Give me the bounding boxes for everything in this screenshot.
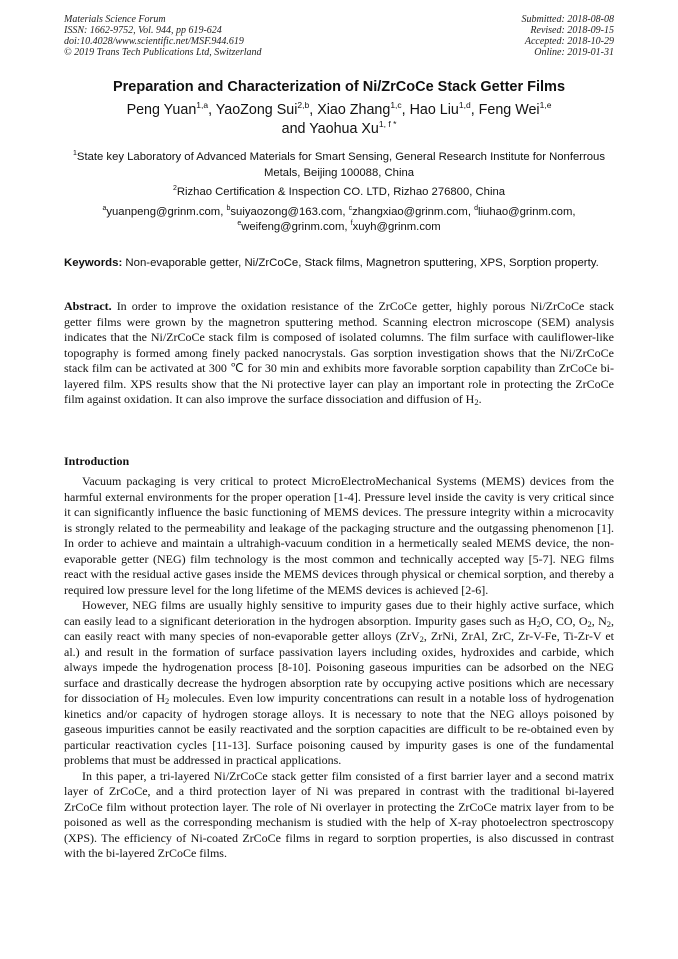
email-link[interactable]: $^d$liuhao@grinm.com — [474, 205, 573, 218]
paragraph: Vacuum packaging is very critical to protect MicroElectroMechanical Systems (MEMS) devices from the harmful external environments for the proper operation [1-4]. Pressure level inside the cavity is very critical since it can significantly influence the basic functioning of MEMS devices. The pressure integrity within a microcavity is strongly related to the permeability and leakage of the packaging structure and the outgassing phenomenon [1]. In order to achieve and maintain a ultrahigh-vacuum condition in a hermetically sealed MEMS device, the non-evaporable getter (NEG) film technology is the most common and technically accepted way [5-7]. NEG films react with the residual active gases inside the MEMS devices through physical or chemical sorption, and thereby a required low pressure level for the long lifetime of the MEMS devices is achieved [2-6]. — [64, 474, 614, 597]
paragraph: However, NEG films are usually highly sensitive to impurity gases due to their highly active surface, which can easily lead to a significant deterioration in the hydrogen absorption. Impurity gases such as $H_2O$, CO, $O_2$, $N_2$, can easily react with many species of non-evaporable getter alloys (ZrV$_2$, ZrNi, ZrAl, ZrC, Zr-V-Fe, Ti-Zr-V et al.) and result in the formation of surface passivation layers including oxides, hydroxides and carbide, which always impede the hydrogenation process [8-10]. Poisoning gaseous impurities can be adsorbed on the NEG surface and drastically decrease the hydrogen absorption rate by occupying active positions which are necessary for dissociation of $H_2$ molecules. Even low impurity concentrations can result in a notable loss of hydrogenation kinetics and/or capacity of hydrogen storage alloys. It is necessary to note that the NEG alloys poisoned by gaseous impurities cannot be easily reactivated and the sorption capacities are difficult to be re-obtained even by particular reactivation cycles [11-13]. Surface poisoning caused by impurity gases is one of the fundamental problems that must be addressed in practical applications. — [64, 598, 615, 767]
introduction-heading: Introduction — [64, 454, 130, 468]
author: Peng Yuan$^{1,a}$, — [126, 100, 216, 118]
keywords — [64, 255, 614, 271]
paragraph: In this paper, a tri-layered Ni/ZrCoCe stack getter film consisted of a first barrier layer and a second matrix layer of ZrCoCe, and a third protection layer of Ni was prepared in contrast with the traditional bi-layered ZrCoCe film without protection layer. The role of Ni overlayer in protecting the ZrCoCe matrix layer from to be poisoned as well as the corresponding mechanism is studied with the help of X-ray photoelectron spectroscopy (XPS). The efficiency of Ni-coated ZrCoCe films in regard to sorption properties, is also discussed in contrast with the bi-layered ZrCoCe films. — [64, 768, 614, 860]
accepted-date: Accepted: 2018-10-29 — [524, 36, 614, 47]
author: Xiao Zhang$^{1,c}$, — [317, 100, 410, 118]
keywords-label: Keywords: — [64, 257, 123, 269]
abstract: Abstract. In order to improve the oxidation resistance of the ZrCoCe getter, highly porous Ni/ZrCoCe stack getter films were grown by the magnetron sputtering method. Scanning electron microscope (SEM) analysis indicates that the Ni/ZrCoCe stack film is composed of isolated columns. The film surface with cauliflower-like topography is formed among finely packed nanocrystals. Gas sorption investigation shows that the Ni/ZrCoCe stack film can be activated at 300 ℃ for 30 min and exhibits more favorable sorption capability than ZrCoCe bi-layered film. XPS results show that the Ni protective layer can play an important role in protecting the ZrCoCe film against oxidation. It can also improve the surface dissociation and diffusion of $H_2$. — [64, 299, 615, 407]
paper-title: Preparation and Characterization of Ni/ZrCoCe Stack Getter Films — [112, 79, 566, 95]
keywords-text: Non-evaporable getter, Ni/ZrCoCe, Stack films, Magnetron sputtering, XPS, Sorption property. — [125, 257, 599, 269]
issn-line: ISSN: 1662-9752, Vol. 944, pp 619-624 — [64, 25, 222, 36]
email-link[interactable]: $^c$zhangxiao@grinm.com — [348, 205, 468, 218]
submitted-date: Submitted: 2018-08-08 — [521, 14, 614, 25]
author: YaoZong Sui$^{2,b}$, — [215, 100, 318, 118]
copyright-line: © 2019 Trans Tech Publications Ltd, Switzerland — [64, 47, 262, 58]
affiliation-2: $^2$Rizhao Certification & Inspection CO. LTD, Rizhao 276800, China — [172, 185, 506, 198]
email-link[interactable]: $^f$xuyh@grinm.com — [350, 220, 441, 233]
online-date: Online: 2019-01-31 — [534, 47, 614, 58]
doi-line: doi:10.4028/www.scientific.net/MSF.944.619 — [64, 36, 244, 47]
email-link[interactable]: $^a$yuanpeng@grinm.com — [102, 205, 221, 218]
introduction-body — [64, 474, 614, 862]
author-list — [60, 101, 618, 139]
author: Feng Wei$^{1,e}$ — [478, 100, 552, 118]
publication-dates — [522, 14, 615, 58]
abstract-label: Abstract. — [64, 299, 112, 313]
email-link[interactable]: $^e$weifeng@grinm.com — [237, 220, 345, 233]
author: Hao Liu$^{1,d}$, — [409, 100, 479, 118]
revised-date: Revised: 2018-09-15 — [530, 25, 614, 36]
author: and Yaohua $Xu^{1, f *}$ — [281, 119, 397, 137]
abstract-text: In order to improve the oxidation resistance of the ZrCoCe getter, highly porous Ni/ZrCoCe stack getter films were grown by the magnetron sputtering method. Scanning electron microscope (SEM) analysis indicates that the Ni/ZrCoCe stack film is composed of isolated columns. The film surface with cauliflower-like topography is formed among finely packed nanocrystals. Gas sorption investigation shows that the Ni/ZrCoCe stack film can be activated at 300 ℃ for 30 min and exhibits more favorable sorption capability than ZrCoCe bi-layered film. XPS results show that the Ni protective layer can play an important role in protecting the ZrCoCe film against oxidation. It can also improve the surface dissociation and diffusion of H — [64, 299, 615, 406]
journal-name: Materials Science Forum — [64, 14, 166, 25]
journal-info — [64, 14, 262, 58]
email-link[interactable]: $^b$suiyaozong@163.com — [226, 205, 343, 218]
author-emails: $^a$yuanpeng@grinm.com, $^b$suiyaozong@163.com, $^c$zhangxiao@grinm.com, $^d$liuhao@grinm.com, $^e$weifeng@grinm.com, $^f$xuyh@grinm.com — [102, 205, 576, 233]
affiliation-1: $^1$State key Laboratory of Advanced Materials for Smart Sensing, General Research Institute for Nonferrous Metals, Beijing 100088, China — [73, 150, 605, 179]
